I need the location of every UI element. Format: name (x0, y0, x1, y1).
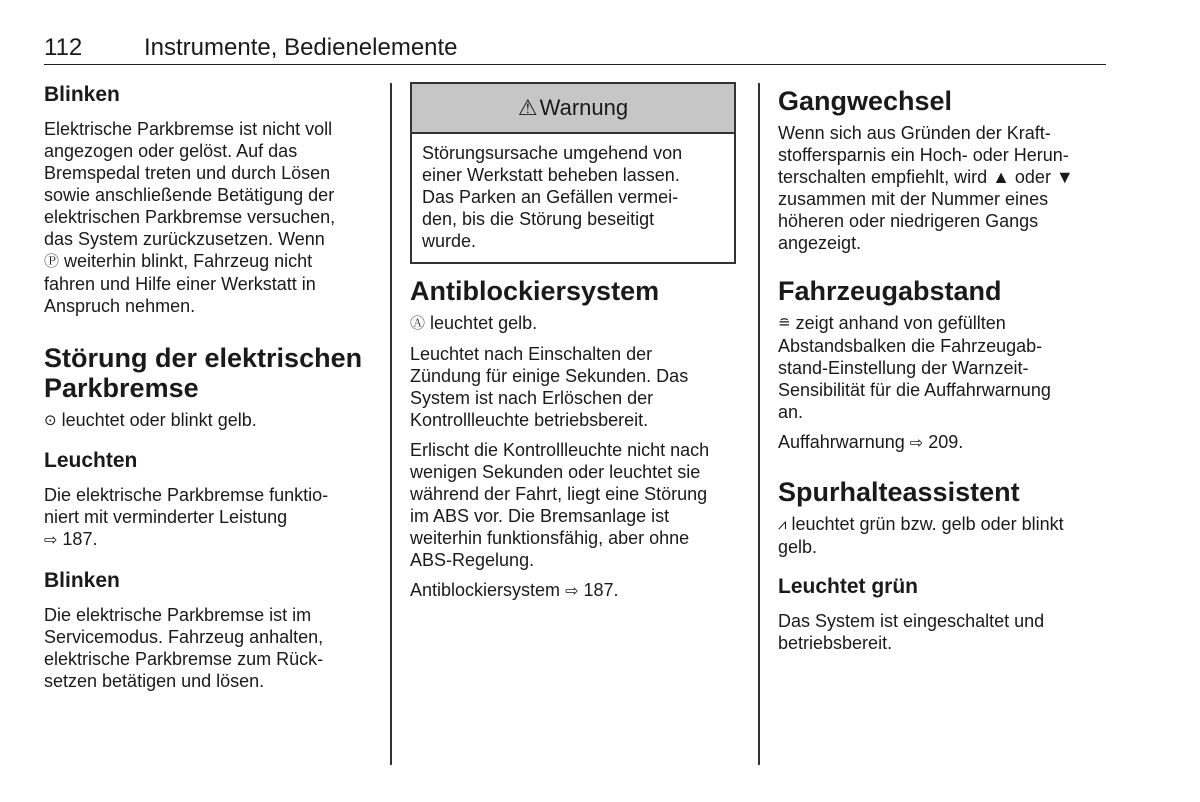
page-reference-link[interactable]: 187. (62, 529, 98, 549)
leuchtet-gruen-paragraph: Das System ist eingeschaltet und betriebsbereit. (778, 611, 1045, 653)
reference-arrow-icon: ⇨ (909, 435, 924, 452)
column-divider-left (390, 83, 392, 765)
header-divider (44, 64, 1106, 65)
warning-triangle-icon: ⚠ (517, 95, 538, 120)
column-right (778, 82, 1108, 662)
section-heading-blinken-2: Blinken (44, 569, 120, 592)
section-title-gangwechsel: Gangwechsel (778, 86, 953, 116)
warning-box (410, 82, 736, 264)
parking-brake-icon: Ⓟ (44, 253, 60, 270)
fahrzeugabstand-reference: Auffahrwarnung ⇨ 209. (778, 431, 1108, 455)
section-title-spurhalteassistent: Spurhalteassistent (778, 477, 1020, 507)
section-heading-blinken: Blinken (44, 83, 120, 106)
column-left (44, 82, 374, 700)
section-heading-leuchten: Leuchten (44, 449, 138, 472)
abs-status: Ⓐ leuchtet gelb. (410, 313, 538, 333)
section-title-stoerung: Störung der elektrischen Parkbremse (44, 343, 363, 403)
fahrzeugabstand-paragraph: ≘ zeigt anhand von gefüllten Abstandsbalken die Fahrzeugab- stand-Einstellung der Warnzeit- Sensibilität für die Auffahrwarnung an. (778, 313, 1051, 422)
column-middle (410, 82, 740, 611)
lane-assist-icon: ⩘ (778, 516, 787, 533)
section-title-fahrzeugabstand: Fahrzeugabstand (778, 276, 1002, 306)
distance-bars-icon: ≘ (778, 315, 791, 332)
blinken-2-paragraph: Die elektrische Parkbremse ist im Servicemodus. Fahrzeug anhalten, elektrische Parkbremse zum Rück- setzen betätigen und lösen. (44, 605, 324, 691)
leuchten-paragraph: Die elektrische Parkbremse funktio- niert mit verminderter Leistung ⇨ 187. (44, 484, 374, 552)
section-title-abs: Antiblockiersystem (410, 276, 660, 306)
warning-header (412, 84, 734, 134)
stoerung-status: ⊙ leuchtet oder blinkt gelb. (44, 410, 257, 430)
warning-title: Warnung (539, 95, 629, 120)
abs-paragraph-2: Erlischt die Kontrollleuchte nicht nach wenigen Sekunden oder leuchtet sie während der Fahrt, liegt eine Störung im ABS vor. Die Bremsanlage ist weiterhin funktionsfähig, aber ohne ABS-Regelung. (410, 440, 710, 570)
section-heading-leuchtet-gruen: Leuchtet grün (778, 575, 918, 598)
spur-status: ⩘ leuchtet grün bzw. gelb oder blinkt gelb. (778, 514, 1064, 557)
reference-arrow-icon: ⇨ (44, 532, 58, 549)
reference-arrow-icon: ⇨ (565, 583, 579, 600)
page-header (44, 32, 1106, 64)
abs-paragraph-1: Leuchtet nach Einschalten der Zündung für einige Sekunden. Das System ist nach Erlöschen der Kontrollleuchte betriebsbereit. (410, 344, 689, 430)
page-reference-link[interactable]: 187. (583, 580, 619, 600)
abs-reference: Antiblockiersystem ⇨ 187. (410, 579, 740, 603)
column-divider-right (758, 83, 760, 765)
brake-fault-icon: ⊙ (44, 412, 57, 429)
page-number: 112 (44, 34, 83, 61)
gangwechsel-paragraph: Wenn sich aus Gründen der Kraft- stoffersparnis ein Hoch- oder Herun- terschalten empfiehlt, wird ▲ oder ▼ zusammen mit der Nummer eines höheren oder niedrigeren Gangs angezeigt. (778, 123, 1074, 253)
page-title: Instrumente, Bedienelemente (144, 34, 458, 61)
page-reference-link[interactable]: 209. (928, 432, 964, 452)
warning-body: Störungsursache umgehend von einer Werkstatt beheben lassen. Das Parken an Gefällen vermei- den, bis die Störung beseitigt wurde. (422, 143, 683, 251)
abs-icon: Ⓐ (410, 315, 426, 332)
blinken-paragraph: Elektrische Parkbremse ist nicht voll angezogen oder gelöst. Auf das Bremspedal treten und durch Lösen sowie anschließende Betätigung der elektrischen Parkbremse versuchen, das System zurückzusetzen. Wenn Ⓟ weiterhin blinkt, Fahrzeug nicht fahren und Hilfe einer Werkstatt in Anspruch nehmen. (44, 119, 336, 316)
